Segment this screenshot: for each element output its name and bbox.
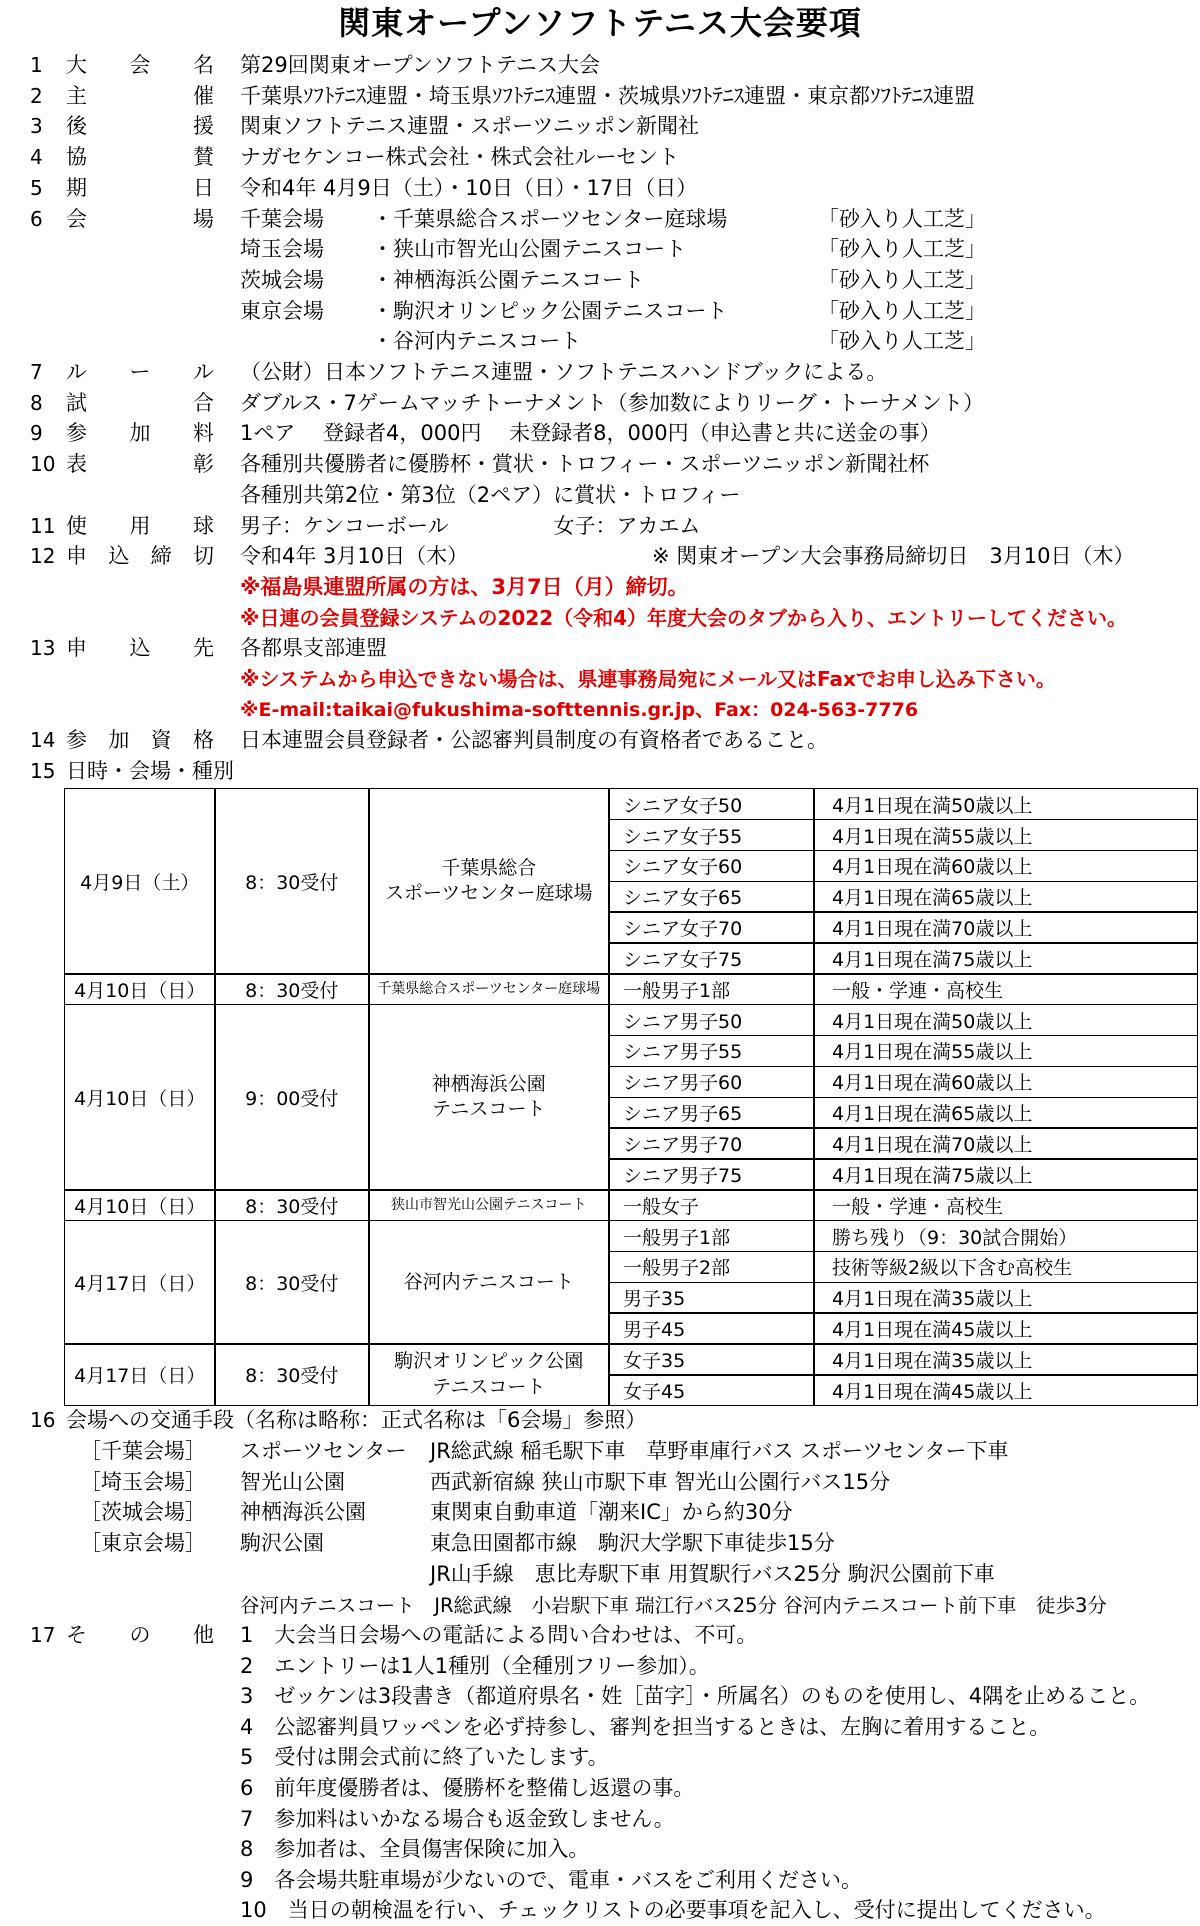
transport-row — [0, 1559, 1200, 1590]
item-row — [0, 1834, 1200, 1865]
venue-place: ・谷河内テニスコート — [372, 329, 582, 354]
schedule-eligibility — [813, 973, 1198, 1005]
item-label — [66, 511, 214, 542]
schedule-event-name: シニア男子65 — [623, 1103, 743, 1126]
schedule-event — [608, 1220, 815, 1252]
schedule-time — [214, 973, 370, 1005]
transport-place: 駒沢公園 — [240, 1531, 324, 1556]
schedule-venue-line: 狭山市智光山公園テニスコート — [391, 1196, 587, 1213]
schedule-event-name: 一般男子1部 — [623, 1226, 731, 1249]
item-value: 第29回関東オープンソフトテニス大会 — [240, 53, 600, 77]
item-label-char: 締 — [150, 544, 172, 569]
schedule-event-name: シニア男子50 — [623, 1010, 743, 1033]
schedule-venue-line: 神栖海浜公園 — [431, 1072, 546, 1095]
item-row — [0, 173, 1200, 204]
schedule-eligibility — [813, 788, 1198, 820]
item-row — [0, 633, 1200, 664]
item-label — [66, 388, 214, 419]
schedule-time-text: 8：30受付 — [245, 979, 339, 1002]
schedule-event-name: 一般女子 — [623, 1195, 700, 1218]
schedule-eligibility-text: 勝ち残り（9：30試合開始） — [832, 1226, 1078, 1249]
item-label — [66, 725, 214, 756]
schedule-event-name: 男子35 — [623, 1288, 686, 1311]
schedule-time — [214, 1004, 370, 1191]
schedule-event — [608, 1066, 815, 1098]
item-number: 9 — [30, 421, 43, 446]
item-label-char: 後 — [66, 114, 87, 139]
item-label-char: 援 — [193, 114, 214, 139]
venue-place: ・千葉県総合スポーツセンター庭球場 — [372, 206, 728, 231]
schedule-eligibility-text: 4月1日現在満55歳以上 — [832, 1041, 1033, 1064]
schedule-time-text: 8：30受付 — [245, 871, 339, 894]
item-number: 14 — [30, 728, 56, 753]
transport-route: 谷河内テニスコート JR総武線 小岩駅下車 瑞江行バス25分 谷河内テニスコート前下車 徒歩3分 — [240, 1593, 1107, 1617]
item-number: 8 — [30, 390, 43, 415]
item-label — [66, 81, 214, 112]
schedule-event-name: シニア女子65 — [623, 887, 743, 910]
item-row — [0, 480, 1200, 511]
schedule-eligibility — [813, 1312, 1198, 1344]
transport-area: ［茨城会場］ — [80, 1500, 206, 1525]
item-value: （公財）日本ソフトテニス連盟・ソフトテニスハンドブックによる。 — [240, 360, 888, 384]
schedule-eligibility — [813, 1004, 1198, 1036]
item-label — [66, 142, 214, 173]
schedule-date-text: 4月17日（日） — [74, 1272, 206, 1295]
item-label-char: 切 — [192, 544, 214, 569]
schedule-event — [608, 1374, 815, 1406]
item-label-char: 申 — [66, 636, 87, 661]
item-label-char: 参 — [66, 421, 87, 446]
venue-prefecture: 東京会場 — [240, 298, 324, 323]
item-label — [66, 418, 214, 449]
item-row — [0, 388, 1200, 419]
transport-row — [0, 1528, 1200, 1559]
item-label-char: 会 — [129, 53, 151, 77]
item-label-char: 彰 — [193, 452, 214, 477]
venue-surface: 「砂入り人工芝」 — [818, 329, 986, 354]
apply-destination: 各都県支部連盟 — [240, 636, 387, 661]
transport-route: 西武新宿線 狭山市駅下車 智光山公園行バス15分 — [430, 1469, 891, 1494]
transport-row — [0, 1436, 1200, 1467]
schedule-event-name: シニア男子60 — [623, 1072, 743, 1095]
schedule-venue-line: 谷河内テニスコート — [403, 1270, 574, 1293]
schedule-event-name: シニア女子70 — [623, 918, 743, 941]
item-row — [0, 81, 1200, 112]
item-number: 10 — [30, 452, 56, 477]
schedule-venue-line: テニスコート — [432, 1375, 546, 1398]
item-label-char: 主 — [66, 83, 87, 108]
item-label-char: 大 — [66, 53, 87, 77]
item-number: 17 — [30, 1623, 56, 1647]
schedule-event — [608, 911, 815, 943]
schedule-event-name: 女子35 — [623, 1349, 686, 1372]
schedule-event — [608, 973, 815, 1005]
item-row — [0, 357, 1200, 388]
schedule-venue-line: スポーツセンター庭球場 — [385, 882, 593, 905]
item-label-char: 催 — [193, 83, 214, 108]
schedule-event — [608, 1251, 815, 1283]
transport-route: JR山手線 恵比寿駅下車 用賀駅行バス25分 駒沢公園前下車 — [430, 1562, 995, 1586]
schedule-eligibility — [813, 1343, 1198, 1375]
item-row — [0, 572, 1200, 603]
item-row — [0, 296, 1200, 327]
item-row — [0, 418, 1200, 449]
schedule-venue — [368, 1189, 610, 1221]
item-value: 各種別共第2位・第3位（2ペア）に賞状・トロフィー — [240, 482, 741, 507]
venue-prefecture: 埼玉会場 — [240, 237, 324, 262]
item-value: 令和4年 4月9日（土）・10日（日）・17日（日） — [240, 175, 698, 200]
schedule-venue-line: テニスコート — [432, 1098, 546, 1121]
transport-row — [240, 1590, 1107, 1621]
schedule-date — [64, 1343, 216, 1406]
item-value: 各種別共優勝者に優勝杯・賞状・トロフィー・スポーツニッポン新聞社杯 — [240, 452, 930, 477]
item-row — [0, 603, 1200, 634]
schedule-eligibility-text: 4月1日現在満35歳以上 — [832, 1349, 1033, 1372]
schedule-date-text: 4月9日（土） — [80, 871, 200, 894]
venue-surface: 「砂入り人工芝」 — [818, 237, 986, 262]
schedule-venue-text — [404, 1270, 574, 1296]
item-value: 関東ソフトテニス連盟・スポーツニッポン新聞社 — [240, 114, 700, 139]
schedule-eligibility-text: 4月1日現在満75歳以上 — [832, 1164, 1033, 1187]
schedule-venue-text — [385, 856, 592, 907]
schedule-event-name: シニア女子50 — [623, 794, 743, 817]
schedule-event — [608, 1343, 815, 1375]
schedule-eligibility-text: 4月1日現在満65歳以上 — [832, 1103, 1033, 1126]
item-label-char: 期 — [66, 175, 87, 200]
schedule-date — [64, 1220, 216, 1345]
item-row — [0, 1804, 1200, 1835]
schedule-eligibility — [813, 1158, 1198, 1190]
schedule-event-name: シニア女子55 — [623, 825, 743, 848]
schedule-event — [608, 1004, 815, 1036]
item-number: 4 — [30, 145, 43, 170]
schedule-time-text: 9：00受付 — [245, 1087, 339, 1110]
venue-place: ・駒沢オリンピック公園テニスコート — [372, 298, 728, 323]
item-row — [0, 1742, 1200, 1773]
venue-prefecture: 千葉会場 — [240, 206, 324, 231]
schedule-event — [608, 1158, 815, 1190]
item-number: 7 — [30, 360, 43, 384]
item-label — [66, 541, 214, 572]
schedule-event — [608, 1127, 815, 1159]
schedule-eligibility-text: 4月1日現在満75歳以上 — [832, 948, 1033, 971]
schedule-eligibility-text: 4月1日現在満50歳以上 — [832, 1010, 1033, 1033]
other-item: 1 大会当日会場への電話による問い合わせは、不可。 — [240, 1623, 758, 1647]
schedule-date — [64, 788, 216, 975]
item-number: 13 — [30, 636, 56, 661]
item-value: 1ペア 登録者4，000円 未登録者8，000円（申込書と共に送金の事） — [240, 421, 941, 446]
item-label-char: 使 — [66, 513, 87, 538]
other-item: 5 受付は開会式前に終了いたします。 — [240, 1745, 609, 1770]
venue-place: ・狭山市智光山公園テニスコート — [372, 237, 687, 262]
venue-surface: 「砂入り人工芝」 — [818, 206, 986, 231]
schedule-eligibility — [813, 1127, 1198, 1159]
schedule-eligibility-text: 4月1日現在満60歳以上 — [832, 1072, 1033, 1095]
item-row — [0, 695, 1200, 726]
schedule-eligibility — [813, 1066, 1198, 1098]
item-label-char: 先 — [193, 636, 214, 661]
item-label-char: 用 — [129, 513, 151, 538]
schedule-event-name: 男子45 — [623, 1319, 686, 1342]
other-item: 6 前年度優勝者は、優勝杯を整備し返還の事。 — [240, 1776, 695, 1800]
item-label — [66, 204, 214, 235]
schedule-event-name: シニア男子75 — [623, 1164, 743, 1187]
schedule-eligibility — [813, 1282, 1198, 1314]
venue-surface: 「砂入り人工芝」 — [818, 267, 986, 292]
item-number: 6 — [30, 206, 43, 231]
schedule-venue-line: 千葉県総合スポーツセンター庭球場 — [377, 980, 601, 997]
deadline-note: ※ 関東オープン大会事務局締切日 3月10日（木） — [652, 544, 1135, 569]
schedule-eligibility-text: 4月1日現在満45歳以上 — [832, 1319, 1033, 1342]
schedule-eligibility — [813, 1035, 1198, 1067]
item-label-char: 会 — [66, 206, 87, 231]
item-number: 16 — [30, 1408, 56, 1432]
schedule-date-text: 4月10日（日） — [74, 1087, 206, 1110]
schedule-eligibility-text: 4月1日現在満50歳以上 — [832, 794, 1033, 817]
schedule-date — [64, 1189, 216, 1221]
schedule-time-text: 8：30受付 — [245, 1272, 339, 1295]
item-value: 千葉県ｿﾌﾄﾃﾆｽ連盟・埼玉県ｿﾌﾄﾃﾆｽ連盟・茨城県ｿﾌﾄﾃﾆｽ連盟・東京都ｿﾌﾄﾃﾆｽ連盟 — [240, 83, 975, 108]
schedule-date-text: 4月17日（日） — [74, 1365, 206, 1388]
schedule-event — [608, 1312, 815, 1344]
schedule-time — [214, 1343, 370, 1406]
other-item: 4 公認審判員ワッペンを必ず持参し、審判を担当するときは、左胸に着用すること。 — [240, 1714, 1051, 1739]
transport-row — [0, 1467, 1200, 1498]
other-item: 9 各会場共駐車場が少ないので、電車・バスをご利用ください。 — [240, 1867, 862, 1892]
schedule-eligibility-text: 4月1日現在満65歳以上 — [832, 887, 1033, 910]
item-value: ダブルス・7ゲームマッチトーナメント（参加数によりリーグ・トーナメント） — [240, 390, 984, 415]
schedule-date-text: 4月10日（日） — [74, 1195, 206, 1218]
schedule-time — [214, 1220, 370, 1345]
schedule-venue — [368, 1343, 610, 1406]
item-label-char: 加 — [108, 728, 130, 753]
schedule-venue — [368, 973, 610, 1005]
item-label-char: 球 — [193, 513, 214, 538]
transport-route: 東関東自動車道「潮来IC」から約30分 — [430, 1500, 793, 1525]
schedule-eligibility — [813, 911, 1198, 943]
item-row — [0, 1651, 1200, 1682]
schedule-event — [608, 1035, 815, 1067]
item-number: 2 — [30, 83, 43, 108]
item-row — [0, 1773, 1200, 1804]
schedule-event — [608, 850, 815, 882]
item-label-char: の — [129, 1623, 151, 1647]
item-row — [0, 234, 1200, 265]
item-row — [0, 265, 1200, 296]
item-label — [66, 357, 214, 388]
schedule-eligibility-text: 4月1日現在満70歳以上 — [832, 1134, 1033, 1157]
item-label-char: 他 — [193, 1623, 214, 1647]
schedule-heading: 日時・会場・種別 — [66, 759, 234, 784]
item-label-char: 料 — [193, 421, 214, 446]
item-label-char: 加 — [129, 421, 151, 446]
item-label-char: 場 — [193, 206, 214, 231]
schedule-eligibility — [813, 1220, 1198, 1252]
schedule-date-text: 4月10日（日） — [74, 979, 206, 1002]
schedule-event-name: 女子45 — [623, 1380, 686, 1403]
item-label — [66, 111, 214, 142]
item-label-char: 日 — [193, 175, 214, 200]
schedule-date — [64, 973, 216, 1005]
schedule-event — [608, 881, 815, 913]
schedule-eligibility — [813, 819, 1198, 851]
venue-place: ・神栖海浜公園テニスコート — [372, 267, 645, 292]
item-label-char: 込 — [108, 544, 130, 569]
schedule-venue-line: 駒沢オリンピック公園 — [394, 1350, 584, 1373]
schedule-eligibility-text: 一般・学連・高校生 — [832, 1195, 1004, 1218]
schedule-venue — [368, 1220, 610, 1345]
item-value: ナガセケンコー株式会社・株式会社ルーセント — [240, 145, 680, 170]
apply-fallback-note: ※システムから申込できない場合は、県連事務局宛にメール又はFaxでお申し込み下さい。 — [240, 667, 1056, 691]
schedule-event — [608, 1189, 815, 1221]
transport-heading: 会場への交通手段（名称は略称：正式名称は「6会場」参照） — [66, 1408, 647, 1432]
item-number: 1 — [30, 53, 43, 77]
schedule-time-text: 8：30受付 — [245, 1195, 339, 1218]
schedule-venue-text — [432, 1072, 546, 1123]
transport-area: ［千葉会場］ — [80, 1438, 206, 1463]
apply-contact: ※E-mail:taikai@fukushima-softtennis.gr.jp、Fax：024-563-7776 — [240, 698, 919, 721]
item-label — [66, 449, 214, 480]
schedule-event — [608, 1097, 815, 1129]
schedule-eligibility-text: 技術等級2級以下含む高校生 — [832, 1257, 1073, 1280]
item-label-char: そ — [66, 1623, 87, 1647]
schedule-venue-text — [377, 981, 600, 998]
item-label-char: 合 — [193, 390, 214, 415]
item-number: 15 — [30, 759, 56, 784]
item-row — [0, 664, 1200, 695]
schedule-event-name: シニア女子60 — [623, 856, 743, 879]
item-label-char: ー — [129, 360, 151, 384]
transport-row — [0, 1497, 1200, 1528]
schedule-venue-text — [394, 1349, 583, 1400]
schedule-eligibility-text: 4月1日現在満45歳以上 — [832, 1380, 1033, 1403]
item-row — [0, 50, 1200, 81]
schedule-eligibility — [813, 1251, 1198, 1283]
other-item: 7 参加料はいかなる場合も返金致しません。 — [240, 1806, 675, 1831]
item-label-char: 表 — [66, 452, 87, 477]
transport-area: ［東京会場］ — [80, 1531, 206, 1556]
item-row — [0, 449, 1200, 480]
schedule-event — [608, 819, 815, 851]
schedule-event-name: 一般男子1部 — [623, 979, 731, 1002]
item-row — [0, 541, 1200, 572]
item-number: 3 — [30, 114, 43, 139]
item-row — [0, 511, 1200, 542]
item-label-char: 込 — [129, 636, 151, 661]
item-label-char: 格 — [192, 728, 214, 753]
other-item: 10 当日の朝検温を行い、チェックリストの必要事項を記入し、受付に提出してください。 — [240, 1898, 1106, 1923]
venue-prefecture: 茨城会場 — [240, 267, 324, 292]
item-label-char: 参 — [66, 728, 87, 753]
item-row — [0, 1865, 1200, 1896]
item-label-char: 協 — [66, 145, 87, 170]
deadline-fukushima-note: ※福島県連盟所属の方は、3月7日（月）締切。 — [240, 574, 689, 599]
schedule-event-name: シニア男子70 — [623, 1134, 743, 1157]
transport-place: スポーツセンター — [240, 1438, 407, 1463]
item-label-char: 試 — [66, 390, 87, 415]
schedule-eligibility-text: 一般・学連・高校生 — [832, 979, 1004, 1002]
schedule-eligibility — [813, 1097, 1198, 1129]
schedule-venue — [368, 788, 610, 975]
schedule-event — [608, 942, 815, 974]
schedule-venue — [368, 1004, 610, 1191]
item-number: 12 — [30, 544, 56, 569]
other-item: 3 ゼッケンは3段書き（都道府県名・姓［苗字］・所属名）のものを使用し、4隅を止めること。 — [240, 1684, 1151, 1709]
schedule-time — [214, 1189, 370, 1221]
item-row — [0, 1620, 1200, 1651]
item-row — [0, 1712, 1200, 1743]
transport-place: 神栖海浜公園 — [240, 1500, 366, 1525]
schedule-eligibility — [813, 1189, 1198, 1221]
schedule-time — [214, 788, 370, 975]
schedule-date — [64, 1004, 216, 1191]
schedule-time-text: 8：30受付 — [245, 1365, 339, 1388]
item-row — [0, 204, 1200, 235]
item-row — [0, 111, 1200, 142]
venue-surface: 「砂入り人工芝」 — [818, 298, 986, 323]
transport-route: JR総武線 稲毛駅下車 草野車庫行バス スポーツセンター下車 — [430, 1438, 1009, 1463]
item-row — [0, 142, 1200, 173]
schedule-eligibility-text: 4月1日現在満60歳以上 — [832, 856, 1033, 879]
schedule-event-name: 一般男子2部 — [623, 1257, 731, 1280]
item-label — [66, 173, 214, 204]
item-number: 11 — [30, 513, 56, 538]
item-label — [66, 633, 214, 664]
item-label-char: 賛 — [193, 145, 214, 170]
item-row — [0, 756, 1200, 787]
transport-route: 東急田園都市線 駒沢大学駅下車徒歩15分 — [430, 1531, 835, 1556]
schedule-eligibility — [813, 881, 1198, 913]
schedule-eligibility-text: 4月1日現在満55歳以上 — [832, 825, 1033, 848]
item-row — [0, 725, 1200, 756]
schedule-venue-text — [391, 1197, 586, 1214]
transport-place: 智光山公園 — [240, 1469, 345, 1494]
schedule-eligibility-text: 4月1日現在満35歳以上 — [832, 1288, 1033, 1311]
schedule-event-name: シニア男子55 — [623, 1041, 743, 1064]
transport-area: ［埼玉会場］ — [80, 1469, 206, 1494]
schedule-eligibility — [813, 942, 1198, 974]
qualification-text: 日本連盟会員登録者・公認審判員制度の有資格者であること。 — [240, 728, 828, 753]
item-label — [66, 50, 214, 81]
schedule-eligibility — [813, 1374, 1198, 1406]
schedule-table — [64, 788, 1196, 1405]
item-label-char: 資 — [150, 728, 172, 753]
schedule-event-name: シニア女子75 — [623, 948, 743, 971]
item-label-char: ル — [193, 360, 214, 384]
item-row — [0, 1681, 1200, 1712]
schedule-event — [608, 1282, 815, 1314]
item-number: 5 — [30, 175, 43, 200]
document-title: 関東オープンソフトテニス大会要項 — [338, 4, 862, 42]
item-row — [0, 326, 1200, 357]
schedule-event — [608, 788, 815, 820]
item-value: 男子：ケンコーボール 女子：アカエム — [240, 513, 701, 538]
item-label-char: 申 — [66, 544, 87, 569]
item-label — [66, 1620, 214, 1651]
other-item: 2 エントリーは1人1種別（全種別フリー参加）。 — [240, 1653, 710, 1678]
schedule-eligibility-text: 4月1日現在満70歳以上 — [832, 918, 1033, 941]
deadline-entry-note: ※日連の会員登録システムの2022（令和4）年度大会のタブから入り、エントリーしてください。 — [240, 605, 1128, 630]
item-row — [0, 1895, 1200, 1926]
deadline-date: 令和4年 3月10日（木） — [240, 544, 469, 569]
schedule-venue-line: 千葉県総合 — [441, 856, 537, 879]
schedule-eligibility — [813, 850, 1198, 882]
item-label-char: 名 — [193, 53, 214, 77]
other-item: 8 参加者は、全員傷害保険に加入。 — [240, 1837, 590, 1862]
item-label-char: ル — [66, 360, 87, 384]
